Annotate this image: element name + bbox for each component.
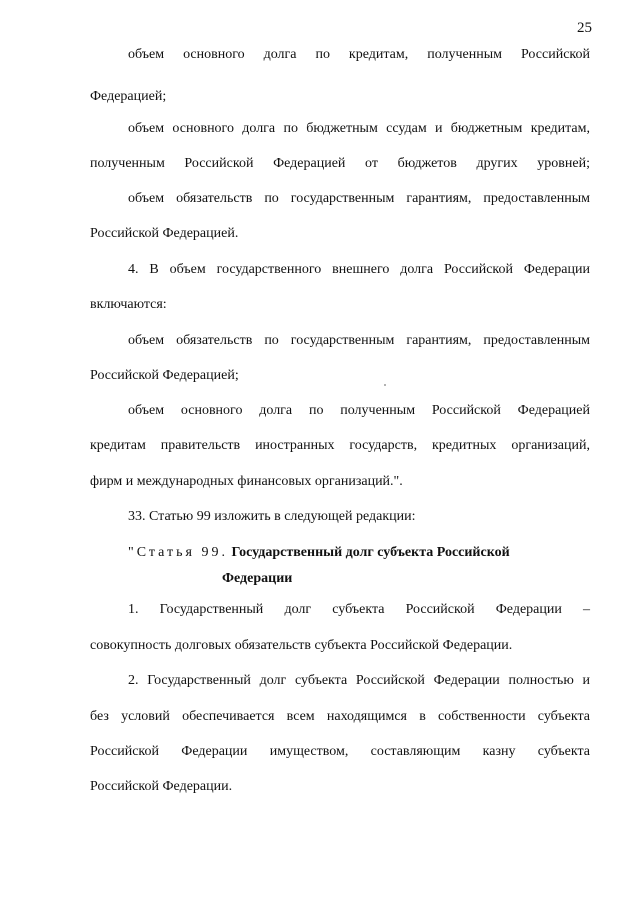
text-line: 2. Государственный долг субъекта Российской Федерации полностью и (128, 673, 590, 688)
text-line: объем основного долга по бюджетным ссудам и бюджетным кредитам, (128, 121, 590, 136)
text-line: объем основного долга по кредитам, полученным Российской (128, 47, 590, 62)
text-line: 1. Государственный долг субъекта Российской Федерации – (128, 602, 590, 617)
text-line: совокупность долговых обязательств субъекта Российской Федерации. (90, 638, 513, 653)
article-number: "Статья 99. (128, 545, 228, 560)
text-line: объем обязательств по государственным гарантиям, предоставленным (128, 333, 590, 348)
text-line: 33. Статью 99 изложить в следующей редакции: (128, 509, 416, 524)
text-line: Федерацией; (90, 89, 167, 104)
text-line: объем основного долга по полученным Российской Федерацией (128, 403, 590, 418)
text-line: включаются: (90, 297, 167, 312)
page-number: 25 (577, 20, 592, 36)
text-line: фирм и международных финансовых организаций.". (90, 474, 403, 489)
article-title: Государственный долг субъекта Российской (231, 545, 510, 560)
article-title-continuation: Федерации (222, 571, 293, 586)
text-line: Российской Федерацией; (90, 368, 239, 383)
text-line: Российской Федерации имуществом, составляющим казну субъекта (90, 744, 590, 759)
text-line: 4. В объем государственного внешнего долга Российской Федерации (128, 262, 590, 277)
article-heading (128, 544, 590, 562)
scan-speck (384, 384, 386, 386)
text-line: Российской Федерации. (90, 779, 233, 794)
text-line: кредитам правительств иностранных государств, кредитных организаций, (90, 438, 590, 453)
text-line: без условий обеспечивается всем находящимся в собственности субъекта (90, 709, 590, 724)
text-line: полученным Российской Федерацией от бюджетов других уровней; (90, 156, 590, 171)
text-line: объем обязательств по государственным гарантиям, предоставленным (128, 191, 590, 206)
text-line: Российской Федерацией. (90, 226, 239, 241)
